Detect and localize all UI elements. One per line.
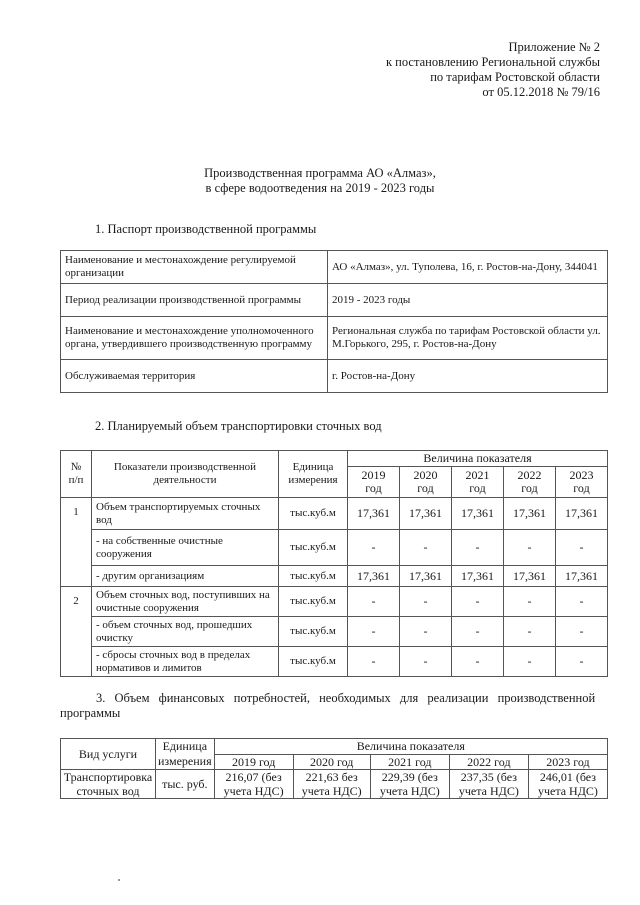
header-year: 2022 год (504, 467, 556, 498)
passport-value: г. Ростов-на-Дону (328, 360, 608, 393)
appendix-number: Приложение № 2 (508, 40, 600, 54)
header-year: 2020 год (293, 754, 370, 770)
passport-label: Наименование и местонахождение регулируемой организации (61, 251, 328, 284)
row-value: 17,361 (556, 566, 608, 587)
row-value: 17,361 (504, 498, 556, 530)
row-indicator: - сбросы сточных вод в пределах нормативов и лимитов (92, 647, 279, 677)
header-service: Вид услуги (61, 739, 156, 770)
row-value: 221,63 без учета НДС) (293, 770, 370, 799)
header-year: 2022 год (449, 754, 528, 770)
title-line-1: Производственная программа АО «Алмаз», (204, 166, 436, 180)
row-value: 17,361 (348, 498, 400, 530)
appendix-reference: к постановлению Региональной службы (385, 55, 600, 69)
row-value: 17,361 (452, 498, 504, 530)
row-value: - (348, 647, 400, 677)
header-value-group: Величина показателя (214, 739, 607, 755)
row-service: Транспортировка сточных вод (61, 770, 156, 799)
row-unit: тыс.куб.м (279, 566, 348, 587)
row-indicator: - объем сточных вод, прошедших очистку (92, 617, 279, 647)
row-num: 1 (61, 498, 92, 587)
scan-artifact (118, 879, 120, 881)
section1-heading: 1. Паспорт производственной программы (95, 222, 317, 236)
row-value: - (504, 530, 556, 566)
row-unit: тыс.куб.м (279, 530, 348, 566)
row-value: - (452, 617, 504, 647)
row-value: 246,01 (без учета НДС) (528, 770, 607, 799)
row-num: 2 (61, 587, 92, 677)
table-row (61, 647, 608, 677)
row-value: - (452, 530, 504, 566)
appendix-authority: по тарифам Ростовской области (430, 70, 600, 84)
row-value: 17,361 (400, 498, 452, 530)
row-indicator: - на собственные очистные сооружения (92, 530, 279, 566)
header-year: 2019 год (214, 754, 293, 770)
document-title (0, 166, 640, 196)
row-unit: тыс.куб.м (279, 587, 348, 617)
row-value: 229,39 (без учета НДС) (370, 770, 449, 799)
row-unit: тыс.куб.м (279, 498, 348, 530)
table-row (61, 360, 608, 393)
appendix-date: от 05.12.2018 № 79/16 (482, 85, 600, 99)
title-line-2: в сфере водоотведения на 2019 - 2023 годы (205, 181, 435, 195)
row-value: - (348, 530, 400, 566)
row-value: - (556, 647, 608, 677)
row-unit: тыс.куб.м (279, 647, 348, 677)
row-value: - (452, 587, 504, 617)
row-value: - (504, 617, 556, 647)
passport-label: Период реализации производственной программы (61, 284, 328, 317)
header-value-group: Величина показателя (348, 451, 608, 467)
header-year: 2020 год (400, 467, 452, 498)
row-value: - (452, 647, 504, 677)
table-header-row (61, 739, 608, 755)
row-value: 17,361 (504, 566, 556, 587)
header-year: 2021 год (370, 754, 449, 770)
table-row (61, 617, 608, 647)
header-indicator: Показатели производственной деятельности (92, 451, 279, 498)
header-year: 2023 год (556, 467, 608, 498)
financial-needs-table (60, 738, 608, 799)
row-unit: тыс.куб.м (279, 617, 348, 647)
row-value: - (348, 617, 400, 647)
row-value: 17,361 (556, 498, 608, 530)
passport-value: АО «Алмаз», ул. Туполева, 16, г. Ростов-на-Дону, 344041 (328, 251, 608, 284)
section2-heading: 2. Планируемый объем транспортировки сточных вод (95, 419, 382, 433)
table-row (61, 284, 608, 317)
table-header-row (61, 451, 608, 467)
passport-value: 2019 - 2023 годы (328, 284, 608, 317)
row-indicator: - другим организациям (92, 566, 279, 587)
table-row (61, 587, 608, 617)
row-indicator: Объем сточных вод, поступивших на очистные сооружения (92, 587, 279, 617)
header-year: 2021 год (452, 467, 504, 498)
row-value: 237,35 (без учета НДС) (449, 770, 528, 799)
header-year: 2019 год (348, 467, 400, 498)
transport-volume-table (60, 450, 608, 677)
passport-value: Региональная служба по тарифам Ростовской области ул. М.Горького, 295, г. Ростов-на-Дону (328, 317, 608, 360)
row-value: - (556, 617, 608, 647)
header-year: 2023 год (528, 754, 607, 770)
passport-label: Обслуживаемая территория (61, 360, 328, 393)
row-value: - (400, 587, 452, 617)
header-unit: Единица измерения (156, 739, 215, 770)
passport-label: Наименование и местонахождение уполномоченного органа, утвердившего производственную программу (61, 317, 328, 360)
appendix-header (386, 40, 600, 100)
row-value: - (348, 587, 400, 617)
row-unit: тыс. руб. (156, 770, 215, 799)
row-value: - (556, 530, 608, 566)
table-row (61, 317, 608, 360)
section3-heading-line2: программы (60, 706, 121, 720)
section3-heading (60, 691, 608, 721)
header-unit: Единица измерения (279, 451, 348, 498)
row-value: 17,361 (348, 566, 400, 587)
row-value: - (504, 587, 556, 617)
section3-heading-line1: 3. Объем финансовых потребностей, необходимых для реализации производственной (96, 691, 596, 705)
table-row (61, 770, 608, 799)
row-value: 17,361 (400, 566, 452, 587)
row-value: - (400, 647, 452, 677)
row-value: - (400, 617, 452, 647)
row-value: 216,07 (без учета НДС) (214, 770, 293, 799)
table-row (61, 566, 608, 587)
table-row (61, 530, 608, 566)
row-indicator: Объем транспортируемых сточных вод (92, 498, 279, 530)
row-value: - (556, 587, 608, 617)
passport-table (60, 250, 608, 393)
header-num: № п/п (61, 451, 92, 498)
row-value: - (504, 647, 556, 677)
row-value: - (400, 530, 452, 566)
table-row (61, 251, 608, 284)
table-row (61, 498, 608, 530)
row-value: 17,361 (452, 566, 504, 587)
